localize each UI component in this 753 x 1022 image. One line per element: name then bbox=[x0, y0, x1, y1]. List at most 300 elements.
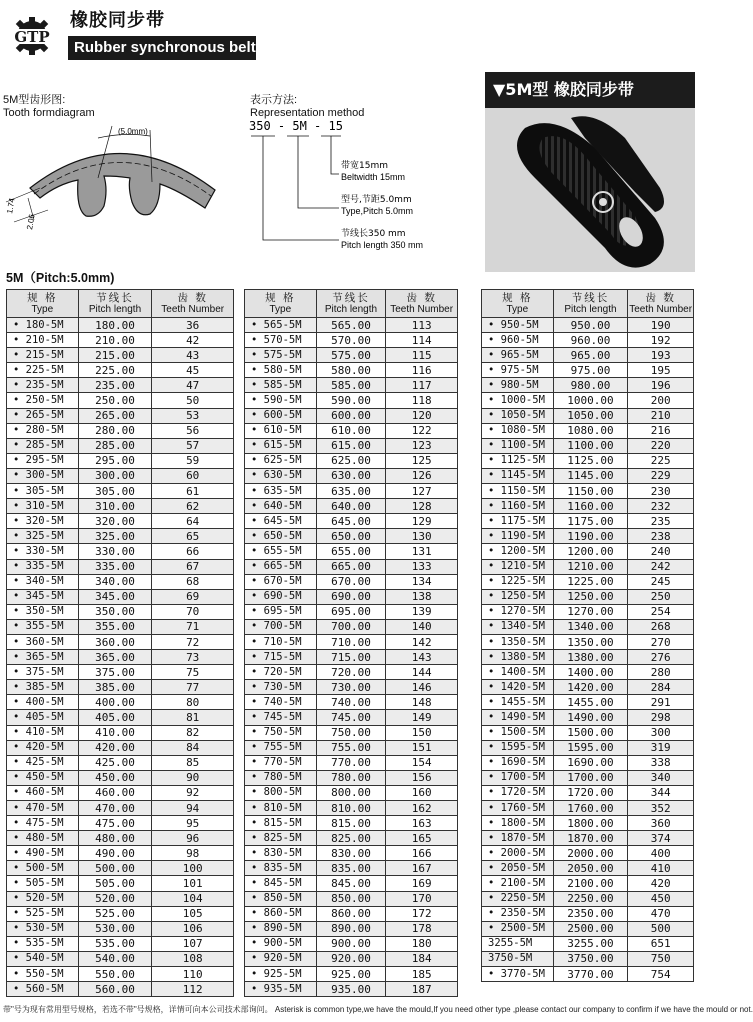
cell-teeth-number: 344 bbox=[628, 785, 694, 800]
cell-pitch-length: 640.00 bbox=[316, 499, 386, 514]
cell-type: • 285-5M bbox=[7, 438, 79, 453]
cell-teeth-number: 156 bbox=[386, 770, 458, 785]
cell-type: • 1350-5M bbox=[482, 634, 554, 649]
table-row bbox=[245, 499, 458, 514]
cell-teeth-number: 96 bbox=[152, 831, 234, 846]
table-row bbox=[482, 559, 694, 574]
cell-teeth-number: 270 bbox=[628, 634, 694, 649]
cell-type: • 325-5M bbox=[7, 529, 79, 544]
cell-type: • 960-5M bbox=[482, 333, 554, 348]
cell-pitch-length: 1350.00 bbox=[553, 634, 628, 649]
logo-text: GTP bbox=[14, 28, 50, 46]
cell-teeth-number: 190 bbox=[628, 318, 694, 333]
cell-pitch-length: 320.00 bbox=[78, 514, 152, 529]
cell-teeth-number: 133 bbox=[386, 559, 458, 574]
cell-type: • 410-5M bbox=[7, 725, 79, 740]
table-row bbox=[7, 967, 234, 982]
cell-type: • 1400-5M bbox=[482, 665, 554, 680]
cell-pitch-length: 3770.00 bbox=[553, 967, 628, 982]
table-row bbox=[7, 891, 234, 906]
cell-pitch-length: 1160.00 bbox=[553, 499, 628, 514]
table-row bbox=[7, 831, 234, 846]
cell-teeth-number: 45 bbox=[152, 363, 234, 378]
table-row bbox=[482, 468, 694, 483]
cell-pitch-length: 405.00 bbox=[78, 710, 152, 725]
table-row bbox=[245, 468, 458, 483]
cell-pitch-length: 355.00 bbox=[78, 619, 152, 634]
cell-pitch-length: 670.00 bbox=[316, 574, 386, 589]
cell-type: • 580-5M bbox=[245, 363, 317, 378]
cell-type: • 1225-5M bbox=[482, 574, 554, 589]
cell-teeth-number: 70 bbox=[152, 604, 234, 619]
table-row bbox=[245, 770, 458, 785]
cell-type: • 295-5M bbox=[7, 453, 79, 468]
table-row bbox=[7, 604, 234, 619]
cell-teeth-number: 92 bbox=[152, 785, 234, 800]
cell-type: • 800-5M bbox=[245, 785, 317, 800]
table-row bbox=[7, 423, 234, 438]
footnote-cn: 带"号为现有常用型号规格，若选不带"号规格，详情可向本公司技术部询问。 bbox=[3, 1005, 273, 1014]
table-row bbox=[7, 514, 234, 529]
table-row bbox=[245, 423, 458, 438]
table-row bbox=[482, 619, 694, 634]
cell-pitch-length: 770.00 bbox=[316, 755, 386, 770]
cell-teeth-number: 36 bbox=[152, 318, 234, 333]
cell-type: • 645-5M bbox=[245, 514, 317, 529]
cell-teeth-number: 72 bbox=[152, 634, 234, 649]
cell-pitch-length: 460.00 bbox=[78, 785, 152, 800]
table-row bbox=[7, 484, 234, 499]
cell-pitch-length: 980.00 bbox=[553, 378, 628, 393]
table-row bbox=[7, 921, 234, 936]
table-row bbox=[245, 589, 458, 604]
cell-pitch-length: 365.00 bbox=[78, 650, 152, 665]
footnote bbox=[3, 1004, 753, 1015]
cell-type: 3750-5M bbox=[482, 951, 554, 966]
cell-type: • 810-5M bbox=[245, 801, 317, 816]
table-row bbox=[245, 348, 458, 363]
cell-type: • 280-5M bbox=[7, 423, 79, 438]
page-title-en: Rubber synchronous belt bbox=[68, 36, 256, 60]
table-row bbox=[7, 589, 234, 604]
cell-type: • 405-5M bbox=[7, 710, 79, 725]
cell-pitch-length: 750.00 bbox=[316, 725, 386, 740]
cell-teeth-number: 162 bbox=[386, 801, 458, 816]
cell-pitch-length: 665.00 bbox=[316, 559, 386, 574]
cell-pitch-length: 695.00 bbox=[316, 604, 386, 619]
cell-teeth-number: 143 bbox=[386, 650, 458, 665]
table-row bbox=[245, 559, 458, 574]
cell-pitch-length: 1400.00 bbox=[553, 665, 628, 680]
table-row bbox=[7, 634, 234, 649]
table-row bbox=[482, 514, 694, 529]
cell-pitch-length: 580.00 bbox=[316, 363, 386, 378]
table-row bbox=[245, 816, 458, 831]
cell-type: • 950-5M bbox=[482, 318, 554, 333]
table-row bbox=[7, 725, 234, 740]
cell-type: • 570-5M bbox=[245, 333, 317, 348]
cell-type: • 1800-5M bbox=[482, 816, 554, 831]
table-row bbox=[245, 936, 458, 951]
cell-type: • 615-5M bbox=[245, 438, 317, 453]
cell-type: • 330-5M bbox=[7, 544, 79, 559]
table-row bbox=[7, 936, 234, 951]
cell-type: • 1270-5M bbox=[482, 604, 554, 619]
belt-illustration bbox=[485, 108, 695, 272]
cell-type: • 250-5M bbox=[7, 393, 79, 408]
cell-teeth-number: 100 bbox=[152, 861, 234, 876]
cell-teeth-number: 106 bbox=[152, 921, 234, 936]
cell-teeth-number: 144 bbox=[386, 665, 458, 680]
cell-type: • 535-5M bbox=[7, 936, 79, 951]
representation-diagram bbox=[245, 116, 485, 256]
cell-type: • 575-5M bbox=[245, 348, 317, 363]
cell-type: • 1340-5M bbox=[482, 619, 554, 634]
cell-teeth-number: 113 bbox=[386, 318, 458, 333]
cell-type: • 835-5M bbox=[245, 861, 317, 876]
table-row bbox=[245, 453, 458, 468]
cell-pitch-length: 1080.00 bbox=[553, 423, 628, 438]
cell-pitch-length: 950.00 bbox=[553, 318, 628, 333]
header-pitch-length: 节线长 Pitch length bbox=[316, 290, 386, 318]
table-header-row bbox=[482, 290, 694, 318]
cell-pitch-length: 1000.00 bbox=[553, 393, 628, 408]
table-row bbox=[482, 936, 694, 951]
cell-pitch-length: 1760.00 bbox=[553, 801, 628, 816]
table-row bbox=[7, 529, 234, 544]
type-en: Type,Pitch 5.0mm bbox=[341, 206, 414, 216]
table-row bbox=[7, 318, 234, 333]
table-row bbox=[7, 559, 234, 574]
table-row bbox=[7, 695, 234, 710]
cell-type: • 1500-5M bbox=[482, 725, 554, 740]
cell-teeth-number: 71 bbox=[152, 619, 234, 634]
cell-teeth-number: 56 bbox=[152, 423, 234, 438]
cell-teeth-number: 131 bbox=[386, 544, 458, 559]
cell-pitch-length: 225.00 bbox=[78, 363, 152, 378]
table-row bbox=[482, 680, 694, 695]
cell-pitch-length: 825.00 bbox=[316, 831, 386, 846]
cell-pitch-length: 1250.00 bbox=[553, 589, 628, 604]
cell-pitch-length: 700.00 bbox=[316, 619, 386, 634]
table-row bbox=[245, 408, 458, 423]
table-row bbox=[245, 680, 458, 695]
tooth-form-label-cn: 5M型齿形图: bbox=[3, 94, 66, 106]
table-row bbox=[482, 785, 694, 800]
table-row bbox=[245, 318, 458, 333]
cell-type: • 750-5M bbox=[245, 725, 317, 740]
cell-pitch-length: 715.00 bbox=[316, 650, 386, 665]
cell-pitch-length: 1225.00 bbox=[553, 574, 628, 589]
table-row bbox=[7, 544, 234, 559]
cell-type: • 540-5M bbox=[7, 951, 79, 966]
cell-type: • 1720-5M bbox=[482, 785, 554, 800]
cell-pitch-length: 615.00 bbox=[316, 438, 386, 453]
cell-teeth-number: 170 bbox=[386, 891, 458, 906]
cell-teeth-number: 126 bbox=[386, 468, 458, 483]
table-row bbox=[245, 846, 458, 861]
cell-teeth-number: 225 bbox=[628, 453, 694, 468]
cell-teeth-number: 53 bbox=[152, 408, 234, 423]
cell-pitch-length: 1870.00 bbox=[553, 831, 628, 846]
cell-teeth-number: 150 bbox=[386, 725, 458, 740]
table-row bbox=[482, 665, 694, 680]
cell-type: • 1050-5M bbox=[482, 408, 554, 423]
cell-pitch-length: 535.00 bbox=[78, 936, 152, 951]
cell-type: • 365-5M bbox=[7, 650, 79, 665]
cell-teeth-number: 238 bbox=[628, 529, 694, 544]
cell-pitch-length: 1420.00 bbox=[553, 680, 628, 695]
representation-label-en: Representation method bbox=[250, 107, 365, 119]
cell-type: • 585-5M bbox=[245, 378, 317, 393]
cell-teeth-number: 42 bbox=[152, 333, 234, 348]
table-row bbox=[482, 876, 694, 891]
cell-pitch-length: 925.00 bbox=[316, 967, 386, 982]
table-row bbox=[245, 785, 458, 800]
cell-type: • 340-5M bbox=[7, 574, 79, 589]
cell-type: • 925-5M bbox=[245, 967, 317, 982]
cell-teeth-number: 129 bbox=[386, 514, 458, 529]
cell-teeth-number: 450 bbox=[628, 891, 694, 906]
cell-teeth-number: 148 bbox=[386, 695, 458, 710]
table-row bbox=[245, 982, 458, 997]
cell-type: • 300-5M bbox=[7, 468, 79, 483]
cell-type: • 1080-5M bbox=[482, 423, 554, 438]
cell-teeth-number: 108 bbox=[152, 951, 234, 966]
cell-type: • 2500-5M bbox=[482, 921, 554, 936]
cell-type: • 625-5M bbox=[245, 453, 317, 468]
cell-teeth-number: 134 bbox=[386, 574, 458, 589]
cell-pitch-length: 2350.00 bbox=[553, 906, 628, 921]
table-row bbox=[7, 680, 234, 695]
cell-teeth-number: 229 bbox=[628, 468, 694, 483]
cell-type: • 215-5M bbox=[7, 348, 79, 363]
table-row bbox=[245, 801, 458, 816]
table-row bbox=[245, 861, 458, 876]
cell-pitch-length: 710.00 bbox=[316, 634, 386, 649]
cell-pitch-length: 780.00 bbox=[316, 770, 386, 785]
cell-pitch-length: 740.00 bbox=[316, 695, 386, 710]
cell-type: • 635-5M bbox=[245, 484, 317, 499]
cell-teeth-number: 43 bbox=[152, 348, 234, 363]
table-row bbox=[482, 906, 694, 921]
cell-pitch-length: 550.00 bbox=[78, 967, 152, 982]
cell-type: • 530-5M bbox=[7, 921, 79, 936]
table-row bbox=[7, 363, 234, 378]
cell-teeth-number: 118 bbox=[386, 393, 458, 408]
table-row bbox=[482, 695, 694, 710]
cell-type: • 715-5M bbox=[245, 650, 317, 665]
cell-pitch-length: 1720.00 bbox=[553, 785, 628, 800]
cell-type: • 690-5M bbox=[245, 589, 317, 604]
cell-type: • 890-5M bbox=[245, 921, 317, 936]
table-row bbox=[245, 650, 458, 665]
cell-pitch-length: 1145.00 bbox=[553, 468, 628, 483]
cell-pitch-length: 630.00 bbox=[316, 468, 386, 483]
table-row bbox=[482, 725, 694, 740]
cell-teeth-number: 192 bbox=[628, 333, 694, 348]
cell-teeth-number: 220 bbox=[628, 438, 694, 453]
cell-type: • 1000-5M bbox=[482, 393, 554, 408]
table-row bbox=[482, 770, 694, 785]
cell-teeth-number: 291 bbox=[628, 695, 694, 710]
cell-type: • 180-5M bbox=[7, 318, 79, 333]
cell-type: • 670-5M bbox=[245, 574, 317, 589]
cell-pitch-length: 1150.00 bbox=[553, 484, 628, 499]
length-cn: 节线长350 mm bbox=[341, 229, 406, 239]
cell-teeth-number: 73 bbox=[152, 650, 234, 665]
cell-type: • 490-5M bbox=[7, 846, 79, 861]
cell-type: • 470-5M bbox=[7, 801, 79, 816]
cell-type: • 830-5M bbox=[245, 846, 317, 861]
cell-type: • 665-5M bbox=[245, 559, 317, 574]
cell-teeth-number: 360 bbox=[628, 816, 694, 831]
cell-type: • 2050-5M bbox=[482, 861, 554, 876]
table-row bbox=[245, 529, 458, 544]
cell-type: • 550-5M bbox=[7, 967, 79, 982]
cell-type: • 1490-5M bbox=[482, 710, 554, 725]
cell-pitch-length: 1800.00 bbox=[553, 816, 628, 831]
cell-teeth-number: 250 bbox=[628, 589, 694, 604]
cell-teeth-number: 338 bbox=[628, 755, 694, 770]
table-row bbox=[482, 755, 694, 770]
table-row bbox=[482, 333, 694, 348]
cell-teeth-number: 185 bbox=[386, 967, 458, 982]
cell-teeth-number: 154 bbox=[386, 755, 458, 770]
cell-pitch-length: 1380.00 bbox=[553, 650, 628, 665]
table-row bbox=[245, 514, 458, 529]
table-row bbox=[7, 710, 234, 725]
cell-pitch-length: 565.00 bbox=[316, 318, 386, 333]
cell-pitch-length: 830.00 bbox=[316, 846, 386, 861]
cell-type: • 2350-5M bbox=[482, 906, 554, 921]
table-row bbox=[482, 650, 694, 665]
tooth-height-dim: 1.74 bbox=[5, 197, 17, 215]
cell-teeth-number: 77 bbox=[152, 680, 234, 695]
table-row bbox=[245, 755, 458, 770]
cell-teeth-number: 139 bbox=[386, 604, 458, 619]
cell-type: • 1125-5M bbox=[482, 453, 554, 468]
cell-pitch-length: 815.00 bbox=[316, 816, 386, 831]
cell-type: • 710-5M bbox=[245, 634, 317, 649]
cell-type: • 965-5M bbox=[482, 348, 554, 363]
cell-teeth-number: 280 bbox=[628, 665, 694, 680]
cell-teeth-number: 166 bbox=[386, 846, 458, 861]
cell-teeth-number: 242 bbox=[628, 559, 694, 574]
cell-teeth-number: 114 bbox=[386, 333, 458, 348]
cell-type: • 2100-5M bbox=[482, 876, 554, 891]
cell-teeth-number: 163 bbox=[386, 816, 458, 831]
cell-pitch-length: 505.00 bbox=[78, 876, 152, 891]
table-row bbox=[7, 650, 234, 665]
cell-type: • 700-5M bbox=[245, 619, 317, 634]
table-row bbox=[245, 363, 458, 378]
table-row bbox=[245, 665, 458, 680]
cell-type: • 1200-5M bbox=[482, 544, 554, 559]
header-pitch-length: 节线长 Pitch length bbox=[78, 290, 152, 318]
table-row bbox=[7, 801, 234, 816]
cell-pitch-length: 295.00 bbox=[78, 453, 152, 468]
cell-teeth-number: 284 bbox=[628, 680, 694, 695]
cell-type: • 350-5M bbox=[7, 604, 79, 619]
table-row bbox=[482, 589, 694, 604]
cell-teeth-number: 298 bbox=[628, 710, 694, 725]
cell-pitch-length: 1210.00 bbox=[553, 559, 628, 574]
cell-teeth-number: 319 bbox=[628, 740, 694, 755]
cell-pitch-length: 900.00 bbox=[316, 936, 386, 951]
table-row bbox=[482, 816, 694, 831]
table-row bbox=[482, 529, 694, 544]
table-row bbox=[482, 861, 694, 876]
cell-type: • 305-5M bbox=[7, 484, 79, 499]
cell-type: • 345-5M bbox=[7, 589, 79, 604]
cell-teeth-number: 67 bbox=[152, 559, 234, 574]
cell-type: • 2000-5M bbox=[482, 846, 554, 861]
cell-teeth-number: 167 bbox=[386, 861, 458, 876]
table-row bbox=[482, 363, 694, 378]
cell-pitch-length: 960.00 bbox=[553, 333, 628, 348]
cell-teeth-number: 65 bbox=[152, 529, 234, 544]
cell-pitch-length: 180.00 bbox=[78, 318, 152, 333]
cell-pitch-length: 975.00 bbox=[553, 363, 628, 378]
table-row bbox=[482, 801, 694, 816]
table-row bbox=[245, 876, 458, 891]
table-row bbox=[245, 906, 458, 921]
cell-type: • 235-5M bbox=[7, 378, 79, 393]
cell-pitch-length: 305.00 bbox=[78, 484, 152, 499]
cell-type: • 755-5M bbox=[245, 740, 317, 755]
cell-teeth-number: 57 bbox=[152, 438, 234, 453]
cell-type: • 815-5M bbox=[245, 816, 317, 831]
table-row bbox=[7, 755, 234, 770]
cell-type: • 650-5M bbox=[245, 529, 317, 544]
cell-teeth-number: 165 bbox=[386, 831, 458, 846]
belt-height-dim: 2.06 bbox=[25, 213, 37, 231]
cell-type: • 900-5M bbox=[245, 936, 317, 951]
cell-type: • 655-5M bbox=[245, 544, 317, 559]
cell-pitch-length: 650.00 bbox=[316, 529, 386, 544]
cell-type: • 1595-5M bbox=[482, 740, 554, 755]
cell-pitch-length: 755.00 bbox=[316, 740, 386, 755]
cell-teeth-number: 110 bbox=[152, 967, 234, 982]
cell-type: • 375-5M bbox=[7, 665, 79, 680]
table-row bbox=[7, 499, 234, 514]
page-title-cn: 橡胶同步带 bbox=[70, 10, 165, 31]
table-row bbox=[482, 921, 694, 936]
cell-type: • 1190-5M bbox=[482, 529, 554, 544]
table-row bbox=[482, 740, 694, 755]
cell-pitch-length: 300.00 bbox=[78, 468, 152, 483]
cell-type: • 310-5M bbox=[7, 499, 79, 514]
cell-type: • 425-5M bbox=[7, 755, 79, 770]
representation-label-cn: 表示方法: bbox=[250, 94, 298, 106]
cell-teeth-number: 84 bbox=[152, 740, 234, 755]
table-row bbox=[245, 831, 458, 846]
cell-type: • 420-5M bbox=[7, 740, 79, 755]
table-row bbox=[245, 710, 458, 725]
cell-pitch-length: 470.00 bbox=[78, 801, 152, 816]
cell-teeth-number: 127 bbox=[386, 484, 458, 499]
cell-pitch-length: 335.00 bbox=[78, 559, 152, 574]
cell-teeth-number: 420 bbox=[628, 876, 694, 891]
cell-pitch-length: 285.00 bbox=[78, 438, 152, 453]
cell-teeth-number: 230 bbox=[628, 484, 694, 499]
table-row bbox=[7, 951, 234, 966]
cell-teeth-number: 178 bbox=[386, 921, 458, 936]
table-row bbox=[482, 499, 694, 514]
cell-teeth-number: 400 bbox=[628, 846, 694, 861]
cell-teeth-number: 184 bbox=[386, 951, 458, 966]
